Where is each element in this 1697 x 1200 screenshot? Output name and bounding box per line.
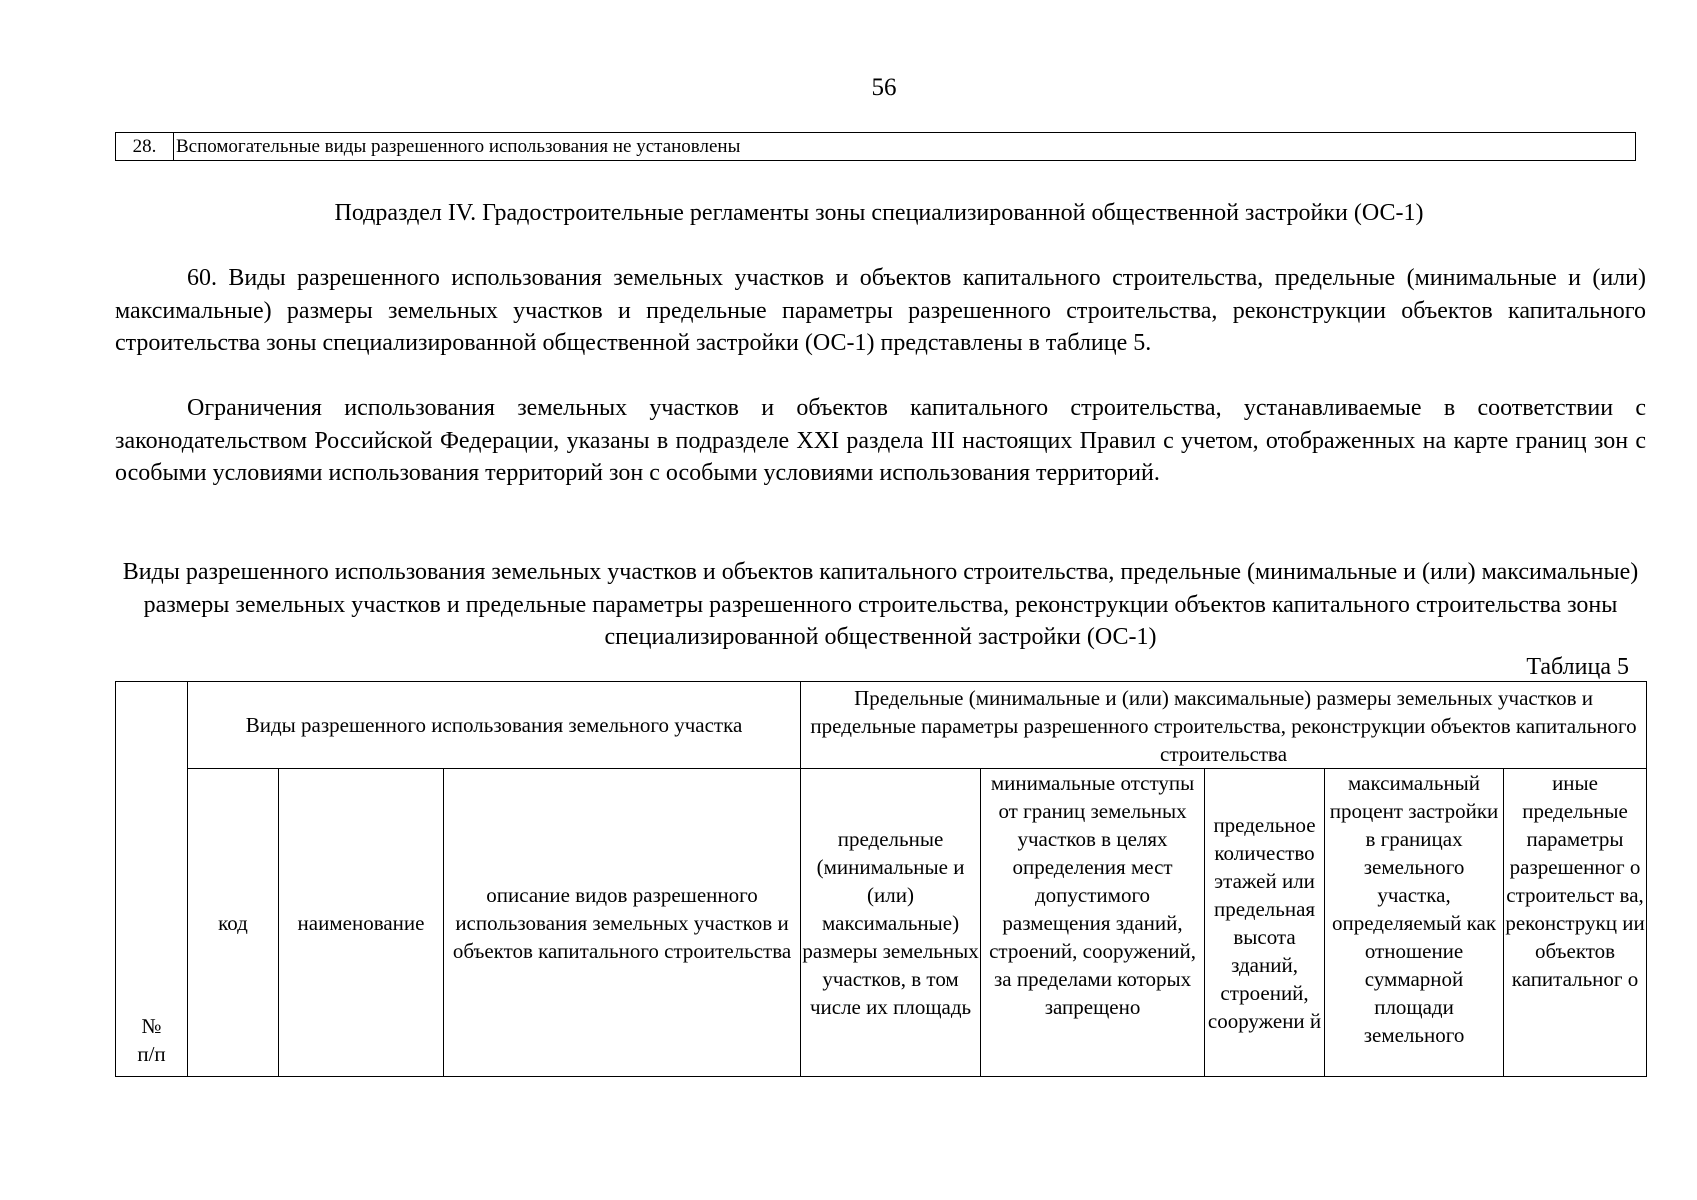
header-name: наименование [279,769,444,1077]
continuation-table [115,132,1636,161]
paragraph-60: 60. Виды разрешенного использования земельных участков и объектов капитального строительства, предельные (минимальные и (или) максимальные) размеры земельных участков и предельные параметры разрешенного строительства, реконструкции объектов капитального строительства зоны специализированной общественной застройки (ОС-1) представлены в таблице 5. [115,265,1646,356]
header-other-params: иные предельные параметры разрешенног о строительст ва, реконструкц ии объектов капитальног о [1504,769,1647,1077]
header-description: описание видов разрешенного использования земельных участков и объектов капитального строительства [444,769,801,1077]
header-coverage: максимальный процент застройки в границах земельного участка, определяемый как отношение суммарной площади земельного [1325,769,1504,1077]
header-group-limits: Предельные (минимальные и (или) максимальные) размеры земельных участков и предельные параметры разрешенного строительства, реконструкции объектов капитального строительства [801,682,1647,769]
page-number: 56 [871,74,897,101]
header-setbacks: минимальные отступы от границ земельных участков в целях определения мест допустимого размещения зданий, строений, сооружений, за пределами которых запрещено [981,769,1205,1077]
row-text: Вспомогательные виды разрешенного использования не установлены [174,133,1636,161]
table-caption: Виды разрешенного использования земельных участков и объектов капитального строительства, предельные (минимальные и (или) максимальные) размеры земельных участков и предельные параметры разрешенного строительства, реконструкции объектов капитального строительства зоны специализированной общественной застройки (ОС-1) [122,559,1639,650]
header-group-permitted-uses: Виды разрешенного использования земельного участка [188,682,801,769]
header-floors: предельное количество этажей или предельная высота зданий, строений, сооружени й [1205,769,1325,1077]
paragraph-restrictions: Ограничения использования земельных участков и объектов капитального строительства, устанавливаемые в соответствии с законодательством Российской Федерации, указаны в подразделе XXI раздела III настоящих Правил с учетом, отображенных на карте границ зон с особыми условиями использования территорий зон с особыми условиями использования территорий. [115,395,1646,486]
subsection-title: Подраздел IV. Градостроительные регламенты зоны специализированной общественной застройки (ОС-1) [334,200,1424,226]
header-plot-size: предельные (минимальные и (или) максимальные) размеры земельных участков, в том числе их площадь [801,769,981,1077]
zoning-table [115,681,1647,1077]
row-number: 28. [116,133,174,161]
table-row [116,133,1636,161]
table-label: Таблица 5 [1526,654,1629,680]
header-code: код [188,769,279,1077]
header-number: № п/п [116,682,188,1077]
